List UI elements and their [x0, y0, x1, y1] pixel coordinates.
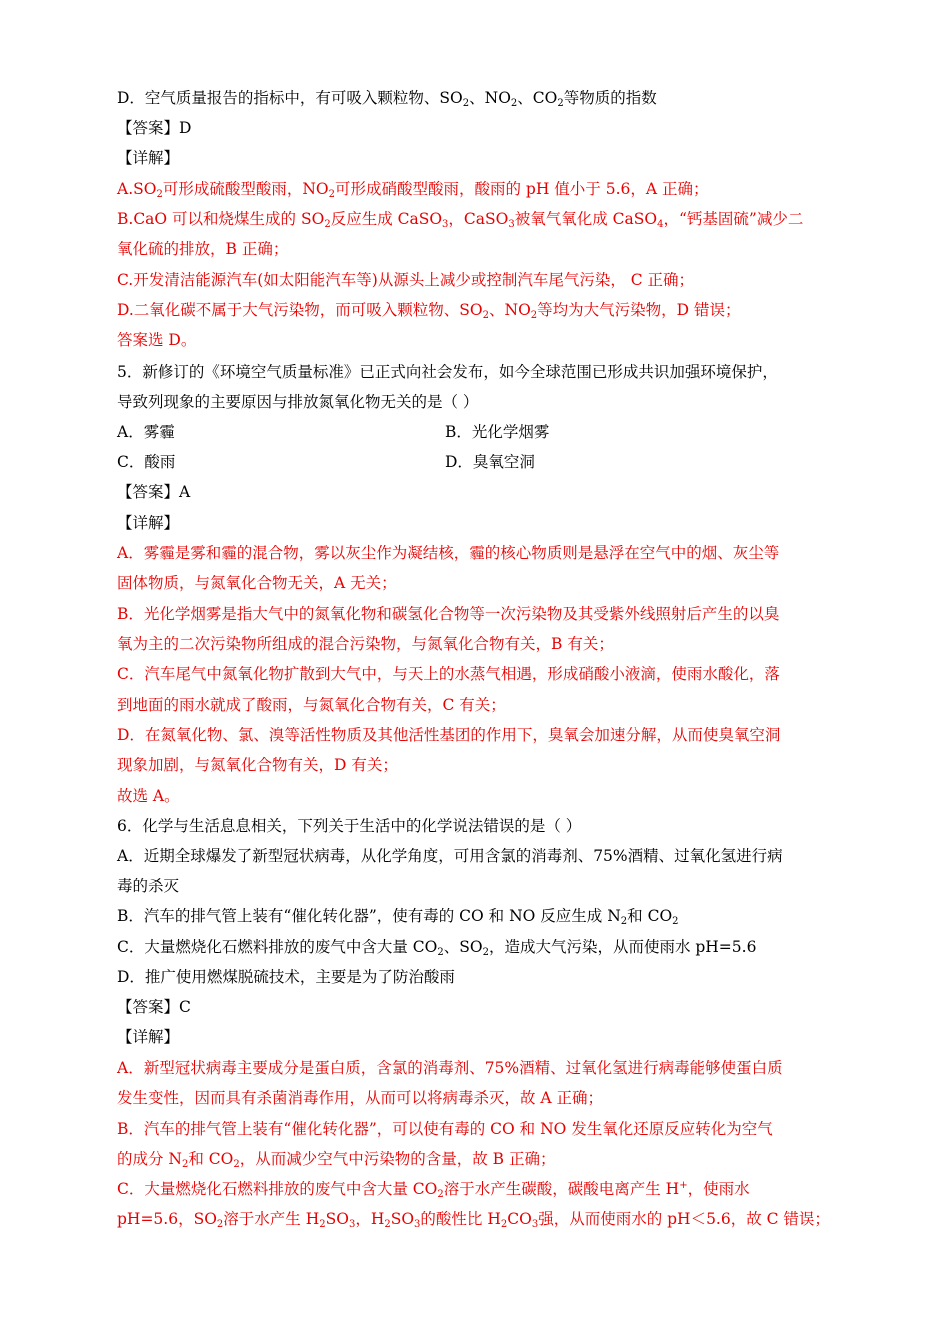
q5-explanation-line: C．汽车尾气中氮氧化物扩散到大气中，与天上的水蒸气相遇，形成硝酸小液滴，使雨水酸化，落 — [117, 665, 780, 683]
q6-option-line: B．汽车的排气管上装有“催化转化器”，使有毒的 CO 和 NO 反应生成 $N_2$和 $CO_2$ — [117, 907, 679, 927]
q5-stem: 5．新修订的《环境空气质量标准》已正式向社会发布，如今全球范围已形成共识加强环境保护， — [117, 363, 778, 381]
q6-explanation-line: A．新型冠状病毒主要成分是蛋白质，含氯的消毒剂、75%酒精、过氧化氢进行病毒能够使蛋白质 — [117, 1059, 783, 1077]
q6-explanation-line: B．汽车的排气管上装有“催化转化器”，可以使有毒的 CO 和 NO 发生氧化还原反应转化为空气 — [117, 1120, 773, 1138]
q5-stem: 导致列现象的主要原因与排放氮氧化物无关的是（ ） — [117, 393, 479, 411]
q4-explanation-line: D.二氧化碳不属于大气污染物，而可吸入颗粒物、$SO_2$、$NO_2$等均为大气污染物，D 错误； — [117, 301, 741, 321]
q6-detail-label: 【详解】 — [117, 1028, 180, 1046]
q6-answer: 【答案】C — [117, 998, 191, 1016]
q5-explanation-line: 故选 A。 — [117, 787, 180, 805]
q5-option-d: D．臭氧空洞 — [445, 453, 535, 471]
q4-explanation-line: 答案选 D。 — [117, 331, 197, 349]
q6-stem: 6．化学与生活息息相关，下列关于生活中的化学说法错误的是（ ） — [117, 817, 582, 835]
q5-explanation-line: B．光化学烟雾是指大气中的氮氧化物和碳氢化合物等一次污染物及其受紫外线照射后产生的以臭 — [117, 605, 780, 623]
q6-explanation-line: 的成分 $N_2$和 $CO_2$，从而减少空气中污染物的含量，故 B 正确； — [117, 1150, 556, 1170]
q6-explanation-line: 发生变性，因而具有杀菌消毒作用，从而可以将病毒杀灭，故 A 正确； — [117, 1089, 604, 1107]
q6-explanation-line: pH=5.6，$SO_2$溶于水产生 $H_2SO_3$，$H_2SO_3$的酸性比 $H_2CO_3$强，从而使雨水的 pH＜5.6，故 C 错误； — [117, 1210, 830, 1230]
q4-explanation-line: $A.SO_2$可形成硫酸型酸雨，$NO_2$可形成硝酸型酸雨，酸雨的 pH 值小于 5.6，A 正确； — [117, 180, 709, 200]
q5-answer: 【答案】A — [117, 483, 191, 501]
q6-option-line: A．近期全球爆发了新型冠状病毒，从化学角度，可用含氯的消毒剂、75%酒精、过氧化氢进行病 — [117, 847, 783, 865]
q4-explanation-line: 氧化硫的排放，B 正确； — [117, 240, 289, 258]
q5-explanation-line: 氧为主的二次污染物所组成的混合污染物，与氮氧化合物有关，B 有关； — [117, 635, 614, 653]
q5-explanation-line: 现象加剧，与氮氧化合物有关，D 有关； — [117, 756, 398, 774]
q4-explanation-line: B.CaO 可以和烧煤生成的 $SO_2$反应生成 CaSO$_3$，CaSO$_3$被氧气氧化成 CaSO$_4$，“钙基固硫”减少二 — [117, 210, 804, 230]
q6-option-line: 毒的杀灭 — [117, 877, 180, 895]
q5-option-a: A．雾霾 — [117, 423, 175, 441]
q4-detail-label: 【详解】 — [117, 149, 180, 167]
q5-explanation-line: D．在氮氧化物、氯、溴等活性物质及其他活性基团的作用下，臭氧会加速分解，从而使臭氧空洞 — [117, 726, 781, 744]
q4-explanation-line: C.开发清洁能源汽车(如太阳能汽车等)从源头上减少或控制汽车尾气污染， C 正确； — [117, 271, 695, 289]
q4-option-d: D．空气质量报告的指标中，有可吸入颗粒物、$SO_2$、$NO_2$、$CO_2$等物质的指数 — [117, 89, 657, 109]
q5-detail-label: 【详解】 — [117, 514, 180, 532]
q4-answer: 【答案】D — [117, 119, 192, 137]
q5-option-c: C．酸雨 — [117, 453, 176, 471]
q5-explanation-line: 固体物质，与氮氧化合物无关，A 无关； — [117, 574, 397, 592]
q6-option-line: D．推广使用燃煤脱硫技术，主要是为了防治酸雨 — [117, 968, 455, 986]
q5-explanation-line: A．雾霾是雾和霾的混合物，雾以灰尘作为凝结核，霾的核心物质则是悬浮在空气中的烟、灰尘等 — [117, 544, 780, 562]
q5-option-b: B．光化学烟雾 — [445, 423, 550, 441]
q5-explanation-line: 到地面的雨水就成了酸雨，与氮氧化合物有关，C 有关； — [117, 696, 506, 714]
q6-option-line: C．大量燃烧化石燃料排放的废气中含大量 $CO_2$、$SO_2$，造成大气污染，从而使雨水 pH=5.6 — [117, 938, 757, 958]
q6-explanation-line: C．大量燃烧化石燃料排放的废气中含大量 $CO_2$溶于水产生碳酸，碳酸电离产生 H+，使雨水 — [117, 1180, 750, 1200]
